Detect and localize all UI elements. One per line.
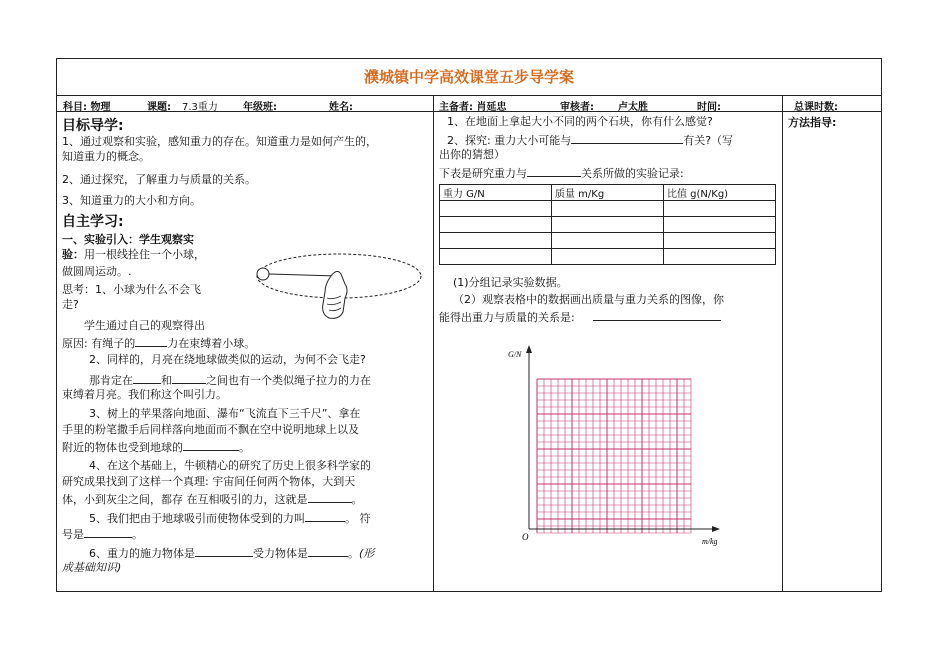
ball — [257, 268, 269, 280]
string-line — [269, 274, 337, 276]
left-line-14b: 。 — [351, 493, 363, 506]
left-line-13: 研究成果找到了这样一个真理: 宇宙间任何两个物体，大到天 — [62, 475, 356, 488]
section-1-line — [62, 248, 205, 262]
table-row — [440, 217, 776, 233]
table-cell — [552, 217, 664, 233]
table-cell — [664, 217, 776, 233]
blank-relation — [527, 165, 581, 177]
left-line-7 — [89, 372, 371, 388]
table-row — [440, 233, 776, 249]
graph-grid — [537, 379, 691, 533]
grade-label: 年级班: — [243, 102, 277, 113]
left-line-4: 学生通过自己的观察得出 — [84, 319, 205, 332]
goals-heading: 目标导学: — [62, 118, 124, 134]
name-label: 姓名: — [329, 102, 353, 113]
left-line-17 — [89, 545, 374, 561]
left-line-16b: 。 — [132, 528, 143, 541]
table-header-cell: 质量 m/Kg — [552, 185, 664, 201]
table-header-cell: 重力 G/N — [440, 185, 552, 201]
left-line-5 — [62, 335, 255, 351]
left-line-5a: 原因: 有绳子的 — [62, 337, 136, 350]
method-heading: 方法指导: — [788, 116, 837, 129]
table-cell — [440, 217, 552, 233]
record-table — [439, 184, 776, 265]
left-line-14 — [62, 491, 363, 507]
circular-motion-illustration — [253, 246, 431, 332]
section-1-title: 一、实验引入：学生观察实 — [62, 233, 194, 246]
topic-value: 7.3重力 — [182, 102, 218, 113]
left-line-5b: 力在束缚着小球。 — [167, 337, 256, 350]
info-row — [57, 96, 881, 112]
table-cell — [552, 249, 664, 265]
question-3 — [439, 165, 684, 181]
subject-label: 科目: 物理 — [63, 102, 111, 113]
blank-source — [195, 545, 253, 557]
x-axis-arrow — [712, 526, 720, 532]
goal-2: 2、通过探究，了解重力与质量的关系。 — [62, 173, 256, 186]
question-3b: 关系所做的实验记录: — [581, 167, 684, 180]
question-1: 1、在地面上拿起大小不同的两个石块，你有什么感觉? — [447, 115, 713, 128]
blank-rope-force — [135, 335, 167, 347]
question-2c: 出你的猜想） — [439, 148, 505, 161]
goal-1a: 1、通过观察和实验，感知重力的存在。知道重力是如何产生的， — [62, 135, 377, 148]
table-cell — [552, 201, 664, 217]
blank-law — [308, 491, 352, 503]
table-header-cell: 比值 g(N/Kg) — [664, 185, 776, 201]
left-line-2: 思考：1、小球为什么不会飞 — [62, 283, 201, 296]
goal-3: 3、知道重力的大小和方向。 — [62, 194, 201, 207]
table-cell — [664, 233, 776, 249]
y-axis-label: G/N — [508, 350, 522, 359]
reviewer-value: 卢太胜 — [618, 102, 648, 113]
section-1-title-end: 验： — [62, 248, 84, 261]
left-line-17d: (形 — [359, 547, 375, 560]
left-line-7a: 那肯定在 — [89, 374, 133, 387]
left-line-9: 3、树上的苹果落向地面、瀑布“飞流直下三千尺”、拿在 — [89, 407, 361, 420]
left-line-16a: 号是 — [62, 528, 84, 541]
origin-label: O — [522, 532, 529, 542]
table-cell — [440, 249, 552, 265]
left-line-10: 手里的粉笔撒手后同样落向地面而不飘在空中说明地球上以及 — [62, 423, 359, 436]
column-divider-right — [782, 96, 783, 591]
table-cell — [664, 201, 776, 217]
left-line-11 — [62, 439, 250, 455]
left-line-11a: 附近的物体也受到地球的 — [62, 441, 183, 454]
step-1: (1)分组记录实验数据。 — [453, 276, 568, 289]
column-divider-left — [433, 96, 434, 591]
table-row — [440, 201, 776, 217]
blank-receiver — [308, 545, 348, 557]
goal-1b: 知道重力的概念。 — [62, 150, 150, 163]
mass-weight-graph — [502, 339, 727, 546]
table-cell — [440, 233, 552, 249]
table-cell — [664, 249, 776, 265]
table-header-row — [440, 185, 776, 201]
left-line-14a: 体，小到灰尘之间，都存 在互相吸引的力，这就是 — [62, 493, 308, 506]
y-axis-arrow — [526, 345, 532, 353]
left-line-15a: 5、我们把由于地球吸引而使物体受到的力叫 — [89, 512, 305, 525]
blank-symbol — [84, 526, 132, 538]
section-1-text: 用一根线拴住一个小球， — [84, 248, 205, 261]
total-hours-label: 总课时数: — [794, 102, 838, 113]
left-line-12: 4、在这个基础上，牛顿精心的研究了历史上很多科学家的 — [89, 459, 371, 472]
question-2a: 2、探究: 重力大小可能与 — [447, 134, 572, 147]
left-line-18: 成基础知识) — [62, 561, 122, 574]
left-line-6: 2、同样的，月亮在绕地球做类似的运动，为何不会飞走? — [89, 353, 366, 366]
question-3a: 下表是研究重力与 — [439, 167, 527, 180]
hand-drawing — [323, 271, 347, 318]
table-cell — [440, 201, 552, 217]
topic-label: 课题: — [147, 102, 171, 113]
blank-conclusion — [593, 309, 721, 321]
left-line-8: 束缚着月亮。我们称这个叫引力。 — [62, 388, 227, 401]
left-line-16 — [62, 526, 143, 542]
worksheet-frame — [56, 58, 882, 592]
reviewer-label: 审核者: — [560, 102, 594, 113]
question-2 — [447, 132, 733, 148]
table-row — [440, 249, 776, 265]
left-line-7c: 之间也有一个类似绳子拉力的力在 — [206, 374, 371, 387]
blank-body-2 — [172, 372, 206, 384]
step-3 — [439, 309, 721, 325]
left-line-1: 做圆周运动。. — [62, 265, 132, 278]
page-title: 濮城镇中学高效课堂五步导学案 — [57, 59, 881, 96]
blank-gravity-name — [305, 510, 345, 522]
left-line-11b: 。 — [239, 441, 250, 454]
left-line-3: 走? — [62, 298, 79, 311]
left-line-17b: 受力物体是 — [253, 547, 308, 560]
time-label: 时间: — [697, 102, 721, 113]
left-line-7b: 和 — [161, 374, 172, 387]
step-3-text: 能得出重力与质量的关系是: — [439, 311, 575, 324]
blank-factor — [571, 132, 683, 144]
blank-attraction — [183, 439, 239, 451]
left-line-15 — [89, 510, 371, 526]
self-study-heading: 自主学习: — [62, 214, 124, 230]
left-line-17a: 6、重力的施力物体是 — [89, 547, 195, 560]
left-line-17c: 。 — [348, 547, 359, 560]
left-line-15b: 。 符 — [345, 512, 371, 525]
step-2: （2）观察表格中的数据画出质量与重力关系的图像，你 — [453, 293, 724, 306]
author-label: 主备者: 肖延忠 — [439, 102, 507, 113]
x-axis-label: m/kg — [702, 537, 718, 546]
blank-body-1 — [133, 372, 161, 384]
question-2b: 有关?（写 — [683, 134, 734, 147]
table-cell — [552, 233, 664, 249]
